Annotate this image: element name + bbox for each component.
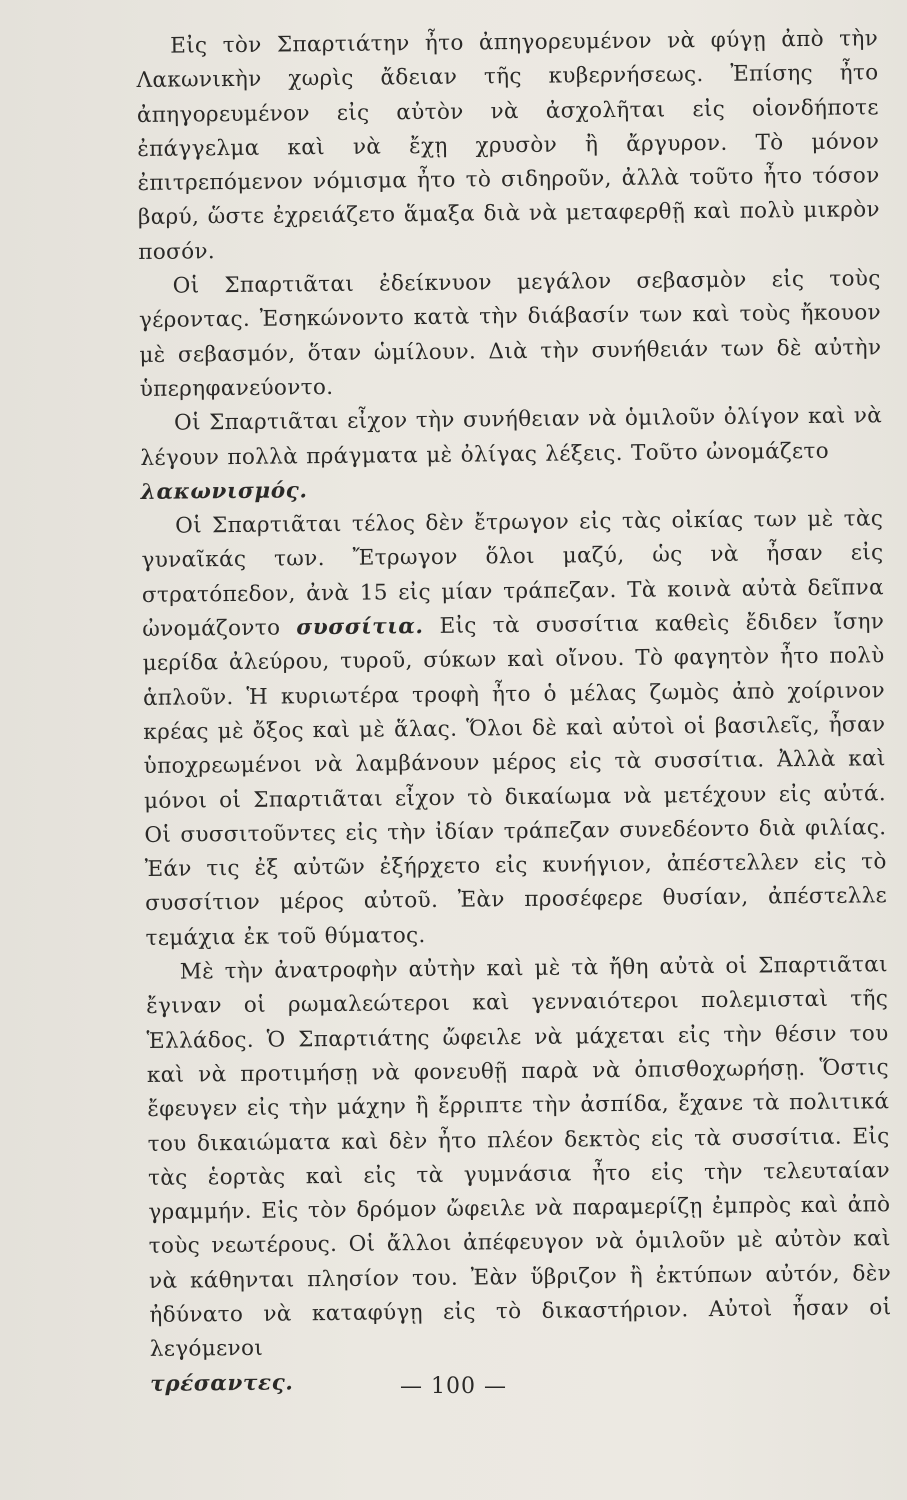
paragraph-warriors bbox=[146, 948, 893, 1402]
page-body-text bbox=[136, 22, 892, 1402]
paragraph-respect-elders bbox=[139, 262, 882, 407]
term-tresantes: τρέσαντες. bbox=[150, 1370, 294, 1397]
paragraph-text: Μὲ τὴν ἀνατροφὴν αὐτὴν καὶ μὲ τὰ ἤθη αὐτὰ οἱ Σπαρτιᾶται ἔγιναν οἱ ρωμαλεώτεροι καὶ γενναιότεροι πολεμισταὶ τῆς Ἑλλάδος. Ὁ Σπαρτιάτης ὤφειλε νὰ μάχεται εἰς τὴν θέσιν του καὶ νὰ προτιμήσῃ νὰ φονευθῇ παρὰ νὰ ὀπισθοχωρήσῃ. Ὅστις ἔφευγεν εἰς τὴν μάχην ἢ ἔρριπτε τὴν ἀσπίδα, ἔχανε τὰ πολιτικά του δικαιώματα καὶ δὲν ἦτο πλέον δεκτὸς εἰς τὰ συσσίτια. Εἰς τὰς ἑορτὰς καὶ εἰς τὰ γυμνάσια ἦτο εἰς τὴν τελευταίαν γραμμήν. Εἰς τὸν δρόμον ὤφειλε νὰ παραμερίζῃ ἐμπρὸς καὶ ἀπὸ τοὺς νεωτέρους. Οἱ ἄλλοι ἀπέφευγον νὰ ὁμιλοῦν μὲ αὐτὸν καὶ νὰ κάθηνται πλησίον του. Ἐὰν ὕβριζον ἢ ἐκτύπων αὐτόν, δὲν ἠδύνατο νὰ καταφύγῃ εἰς τὸ δικαστήριον. Αὐτοὶ ἦσαν οἱ λεγόμενοι bbox=[146, 952, 892, 1363]
paragraph-text: Οἱ Σπαρτιᾶται τέλος δὲν ἔτρωγον εἰς τὰς οἰκίας των μὲ τὰς γυναῖκάς των. Ἔτρωγον ὅλοι μαζύ, ὡς νὰ ἦσαν εἰς στρατόπεδον, ἀνὰ 15 εἰς μίαν τράπεζαν. Τὰ κοινὰ αὐτὰ δεῖπνα ὠνομάζοντο bbox=[141, 506, 885, 643]
paragraph-text: Οἱ Σπαρτιᾶται ἐδείκνυον μεγάλον σεβασμὸν εἰς τοὺς γέροντας. Ἐσηκώνοντο κατὰ τὴν διάβασίν των καὶ τοὺς ἤκουον μὲ σεβασμόν, ὅταν ὡμίλουν. Διὰ τὴν συνήθειάν των δὲ αὐτὴν ὑπερηφανεύοντο. bbox=[138, 266, 882, 402]
paragraph-spartan-restrictions bbox=[136, 22, 880, 270]
paragraph-syssitia bbox=[141, 502, 888, 956]
page-number: — 100 — bbox=[400, 1374, 507, 1399]
term-lakonismos: λακωνισμός. bbox=[140, 478, 308, 505]
paragraph-text: Οἱ Σπαρτιᾶται εἶχον τὴν συνήθειαν νὰ ὁμιλοῦν ὀλίγον καὶ νὰ λέγουν πολλὰ πράγματα μὲ ὀλίγας λέξεις. Τοῦτο ὠνομάζετο bbox=[140, 403, 883, 471]
paragraph-text-continued: Εἰς τὰ συσσίτια καθεὶς ἔδιδεν ἴσην μερίδα ἀλεύρου, τυροῦ, σύκων καὶ οἴνου. Τὸ φαγητὸν ἦτο πολὺ ἁπλοῦν. Ἡ κυριωτέρα τροφὴ ἦτο ὁ μέλας ζωμὸς ἀπὸ χοίρινον κρέας μὲ ὄξος καὶ μὲ ἅλας. Ὅλοι δὲ καὶ αὐτοὶ οἱ βασιλεῖς, ἦσαν ὑποχρεωμένοι νὰ λαμβάνουν μέρος εἰς τὰ συσσίτια. Ἀλλὰ καὶ μόνοι οἱ Σπαρτιᾶται εἶχον τὸ δικαίωμα νὰ μετέχουν εἰς αὐτά. Οἱ συσσιτοῦντες εἰς τὴν ἰδίαν τράπεζαν συνεδέοντο διὰ φιλίας. Ἐάν τις ἐξ αὐτῶν ἐξήρχετο εἰς κυνήγιον, ἀπέστελλεν εἰς τὸ συσσίτιον μέρος αὐτοῦ. Ἐὰν προσέφερε θυσίαν, ἀπέστελλε τεμάχια ἐκ τοῦ θύματος. bbox=[142, 609, 888, 951]
paragraph-laconism bbox=[140, 399, 883, 510]
term-syssitia: συσσίτια. bbox=[296, 614, 424, 641]
paragraph-text: Εἰς τὸν Σπαρτιάτην ἦτο ἀπηγορευμένον νὰ φύγῃ ἀπὸ τὴν Λακωνικὴν χωρὶς ἄδειαν τῆς κυβερνήσεως. Ἐπίσης ἦτο ἀπηγορευμένον εἰς αὐτὸν νὰ ἀσχολῆται εἰς οἱονδήποτε ἐπάγγελμα καὶ νὰ ἔχῃ χρυσὸν ἢ ἄργυρον. Τὸ μόνον ἐπιτρεπόμενον νόμισμα ἦτο τὸ σιδηροῦν, ἀλλὰ τοῦτο ἦτο τόσον βαρύ, ὥστε ἐχρειάζετο ἅμαξα διὰ νὰ μεταφερθῇ καὶ πολὺ μικρὸν ποσόν. bbox=[136, 26, 881, 265]
